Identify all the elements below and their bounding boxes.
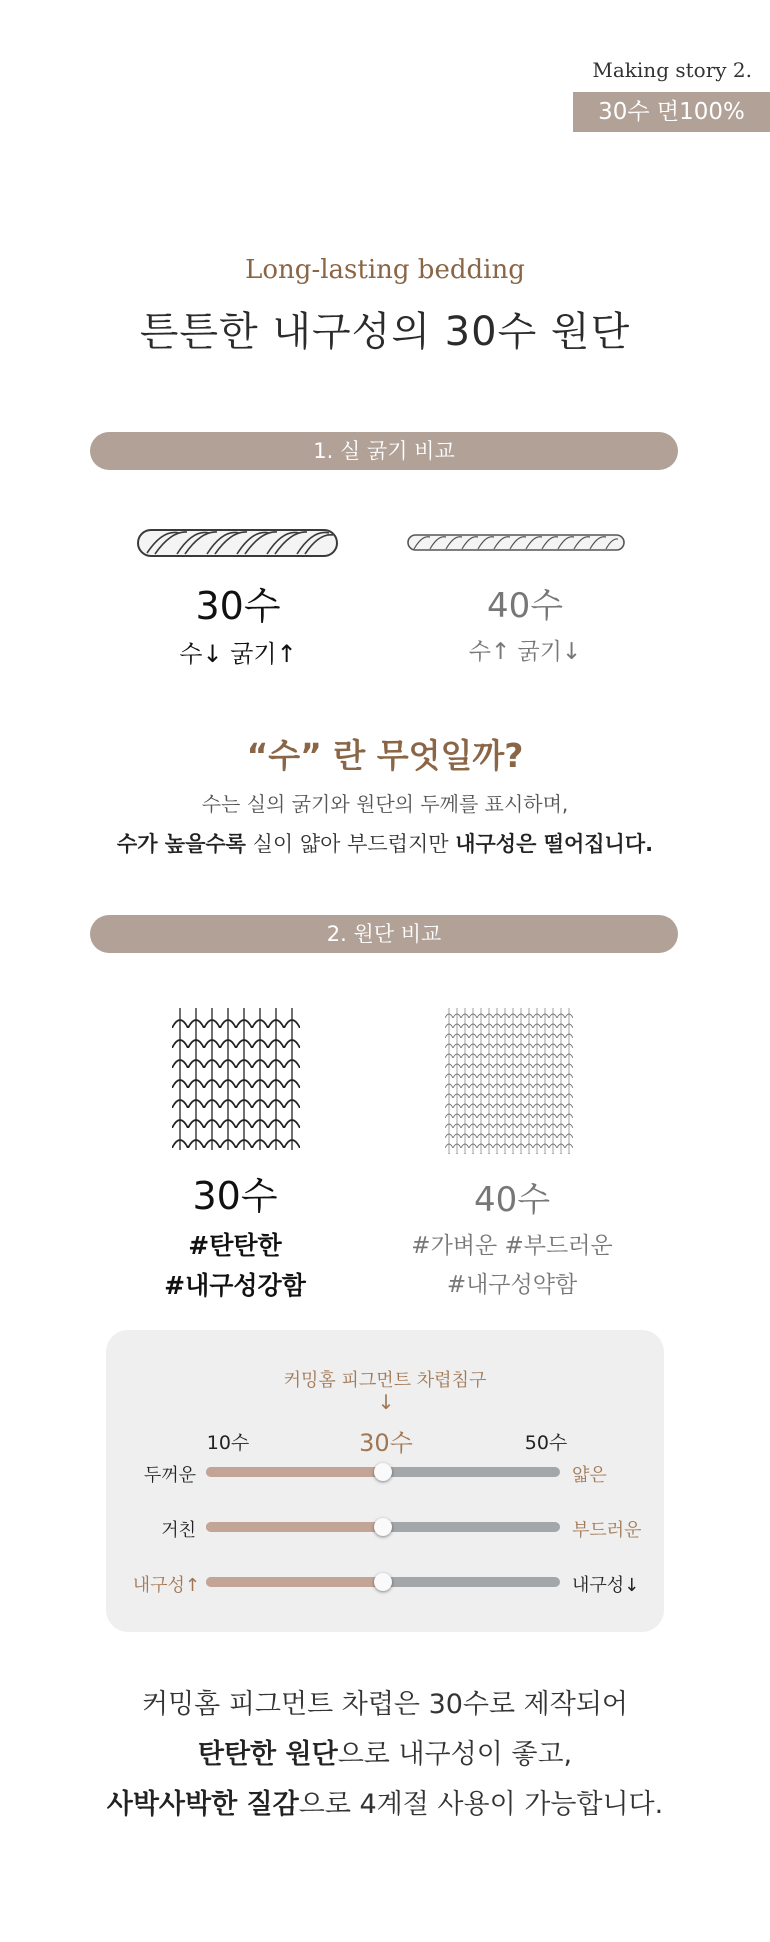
question-title: “수” 란 무엇일까?	[246, 736, 524, 775]
fabric-30-tag-1: #탄탄한	[188, 1231, 282, 1260]
pointer-label: 커밍홈 피그먼트 차렵침구	[283, 1370, 487, 1391]
question-line-2-middle: 실이 얇아 부드럽지만	[245, 832, 456, 856]
closing-line-1: 커밍홈 피그먼트 차렵은 30수로 제작되어	[142, 1689, 628, 1720]
page-title: 튼튼한 내구성의 30수 원단	[139, 309, 631, 355]
fabric-40-tag-2: #내구성약함	[446, 1272, 578, 1298]
softness-slider	[206, 1522, 560, 1532]
durability-slider-knob	[374, 1573, 392, 1591]
closing-line-2-rest: 으로 내구성이 좋고,	[337, 1739, 573, 1770]
story-badge: 30수 면100%	[573, 92, 770, 132]
section-pill-thread: 1. 실 굵기 비교	[90, 432, 678, 470]
row2-right-label: 부드러운	[572, 1520, 642, 1541]
thread-40-count: 40수	[486, 586, 564, 626]
row1-right-label: 얇은	[572, 1465, 607, 1486]
row2-left-label: 거친	[161, 1520, 196, 1541]
thickness-slider-fill	[206, 1467, 383, 1477]
softness-slider-knob	[374, 1518, 392, 1536]
softness-slider-fill	[206, 1522, 383, 1532]
row1-left-label: 두꺼운	[143, 1465, 196, 1486]
thread-40-desc: 수↑ 굵기↓	[468, 639, 582, 665]
fabric-40-count: 40수	[473, 1180, 551, 1220]
section-subtitle: Long-lasting bedding	[245, 255, 525, 285]
fabric-30-tag-2: #내구성강함	[164, 1271, 306, 1300]
section-pill-fabric: 2. 원단 비교	[90, 915, 678, 953]
thick-thread-illustration	[135, 523, 340, 563]
row3-right-label: 내구성↓	[572, 1575, 640, 1596]
emphasis-texture: 사박사박한 질감	[106, 1789, 299, 1820]
durability-slider-fill	[206, 1577, 383, 1587]
fabric-40-tag-1: #가벼운 #부드러운	[411, 1233, 613, 1259]
closing-line-2	[0, 1732, 770, 1771]
thick-fabric-swatch	[172, 1008, 300, 1150]
question-line-2	[0, 828, 770, 858]
closing-line-3	[0, 1782, 770, 1821]
fabric-30-count: 30수	[192, 1174, 278, 1218]
question-line-1: 수는 실의 굵기와 원단의 두께를 표시하며,	[201, 792, 569, 816]
emphasis-high-count: 수가 높을수록	[116, 832, 246, 856]
closing-line-3-rest: 으로 4계절 사용이 가능합니다.	[298, 1789, 664, 1820]
scale-50: 50수	[524, 1432, 568, 1454]
thread-30-count: 30수	[195, 584, 281, 628]
scale-30: 30수	[359, 1429, 413, 1457]
thickness-slider	[206, 1467, 560, 1477]
emphasis-durability: 내구성은 떨어집니다.	[455, 832, 654, 856]
thread-30-desc: 수↓ 굵기↑	[179, 640, 297, 668]
story-label: Making story 2.	[592, 58, 752, 82]
thin-thread-illustration	[406, 530, 626, 556]
thickness-slider-knob	[374, 1463, 392, 1481]
scale-10: 10수	[206, 1432, 250, 1454]
pointer-arrow: ↓	[377, 1390, 395, 1414]
thin-fabric-swatch	[445, 1008, 573, 1154]
emphasis-firm-fabric: 탄탄한 원단	[197, 1739, 338, 1770]
durability-slider	[206, 1577, 560, 1587]
row3-left-label: 내구성↑	[132, 1575, 200, 1596]
